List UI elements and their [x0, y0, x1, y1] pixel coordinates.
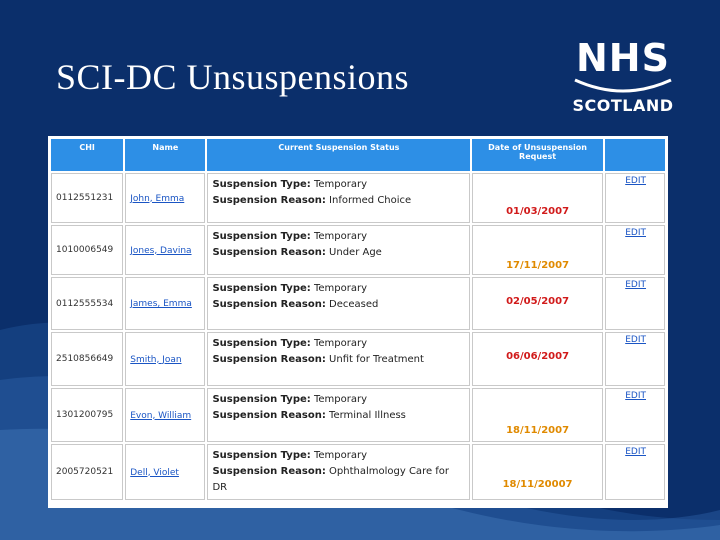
type-label: Suspension Type: — [212, 283, 311, 294]
cell-name — [125, 277, 205, 330]
type-value: Temporary — [313, 394, 367, 405]
table-row — [51, 388, 665, 442]
table-row — [51, 225, 665, 275]
patient-name-link[interactable]: Jones, Davina — [130, 245, 192, 256]
cell-chi: 1010006549 — [51, 225, 123, 275]
type-value: Temporary — [313, 283, 367, 294]
table-row — [51, 277, 665, 330]
cell-chi: 0112551231 — [51, 173, 123, 223]
table-row — [51, 332, 665, 386]
header-status: Current Suspension Status — [207, 139, 470, 171]
cell-chi: 0112555534 — [51, 277, 123, 330]
cell-date — [472, 225, 602, 275]
unsuspensions-panel — [48, 136, 668, 508]
cell-edit — [605, 444, 665, 500]
header-chi: CHI — [51, 139, 123, 171]
type-label: Suspension Type: — [212, 179, 311, 190]
cell-edit — [605, 173, 665, 223]
header-action — [605, 139, 665, 171]
cell-date — [472, 388, 602, 442]
cell-edit — [605, 388, 665, 442]
cell-name — [125, 444, 205, 500]
reason-value: Terminal Illness — [329, 410, 406, 421]
patient-name-link[interactable]: Evon, William — [130, 410, 192, 421]
reason-value: Deceased — [329, 299, 379, 310]
header-date: Date of Unsuspension Request — [472, 139, 602, 171]
edit-link[interactable]: EDIT — [625, 391, 646, 401]
patient-name-link[interactable]: James, Emma — [130, 299, 192, 309]
cell-status — [207, 225, 470, 275]
reason-label: Suspension Reason: — [212, 299, 326, 310]
unsuspensions-table — [49, 137, 667, 502]
reason-value: Informed Choice — [329, 195, 412, 206]
logo-arc-icon — [571, 78, 675, 94]
cell-status — [207, 277, 470, 330]
cell-chi: 2510856649 — [51, 332, 123, 386]
nhs-scotland-logo — [568, 38, 678, 122]
cell-name — [125, 388, 205, 442]
type-value: Temporary — [313, 450, 367, 461]
cell-status — [207, 173, 470, 223]
cell-status — [207, 332, 470, 386]
logo-nhs-text: NHS — [576, 36, 670, 80]
table-header-row — [51, 139, 665, 171]
unsuspension-date: 01/03/2007 — [506, 206, 570, 217]
unsuspension-date: 18/11/20007 — [502, 479, 573, 490]
reason-label: Suspension Reason: — [212, 195, 326, 206]
edit-link[interactable]: EDIT — [625, 335, 646, 345]
reason-label: Suspension Reason: — [212, 247, 326, 258]
slide-title: SCI-DC Unsuspensions — [56, 57, 410, 97]
cell-status — [207, 388, 470, 442]
table-row — [51, 444, 665, 500]
cell-chi: 2005720521 — [51, 444, 123, 500]
edit-link[interactable]: EDIT — [625, 447, 646, 457]
type-value: Temporary — [313, 179, 367, 190]
edit-link[interactable]: EDIT — [625, 228, 646, 238]
patient-name-link[interactable]: Smith, Joan — [130, 354, 182, 365]
header-name: Name — [125, 139, 205, 171]
cell-edit — [605, 277, 665, 330]
cell-name — [125, 332, 205, 386]
cell-edit — [605, 332, 665, 386]
cell-status — [207, 444, 470, 500]
reason-value: Unfit for Treatment — [329, 354, 424, 365]
cell-date — [472, 277, 602, 330]
logo-scotland-text: SCOTLAND — [572, 96, 674, 115]
patient-name-link[interactable]: Dell, Violet — [130, 467, 179, 478]
cell-name — [125, 173, 205, 223]
unsuspension-date: 17/11/2007 — [506, 260, 570, 271]
unsuspension-date: 06/06/2007 — [506, 351, 570, 362]
type-value: Temporary — [313, 231, 367, 242]
cell-chi: 1301200795 — [51, 388, 123, 442]
type-label: Suspension Type: — [212, 231, 311, 242]
table-row — [51, 173, 665, 223]
edit-link[interactable]: EDIT — [625, 280, 646, 290]
cell-edit — [605, 225, 665, 275]
type-label: Suspension Type: — [212, 394, 311, 405]
edit-link[interactable]: EDIT — [625, 176, 646, 186]
cell-date — [472, 444, 602, 500]
reason-label: Suspension Reason: — [212, 354, 326, 365]
unsuspension-date: 02/05/2007 — [506, 296, 570, 307]
unsuspension-date: 18/11/2007 — [506, 425, 570, 436]
type-value: Temporary — [313, 338, 367, 349]
cell-name — [125, 225, 205, 275]
reason-label: Suspension Reason: — [212, 466, 326, 477]
type-label: Suspension Type: — [212, 450, 311, 461]
cell-date — [472, 332, 602, 386]
cell-date — [472, 173, 602, 223]
reason-value: Under Age — [329, 247, 382, 258]
type-label: Suspension Type: — [212, 338, 311, 349]
reason-value: Ophthalmology Care for DR — [212, 466, 450, 493]
patient-name-link[interactable]: John, Emma — [130, 193, 185, 204]
reason-label: Suspension Reason: — [212, 410, 326, 421]
